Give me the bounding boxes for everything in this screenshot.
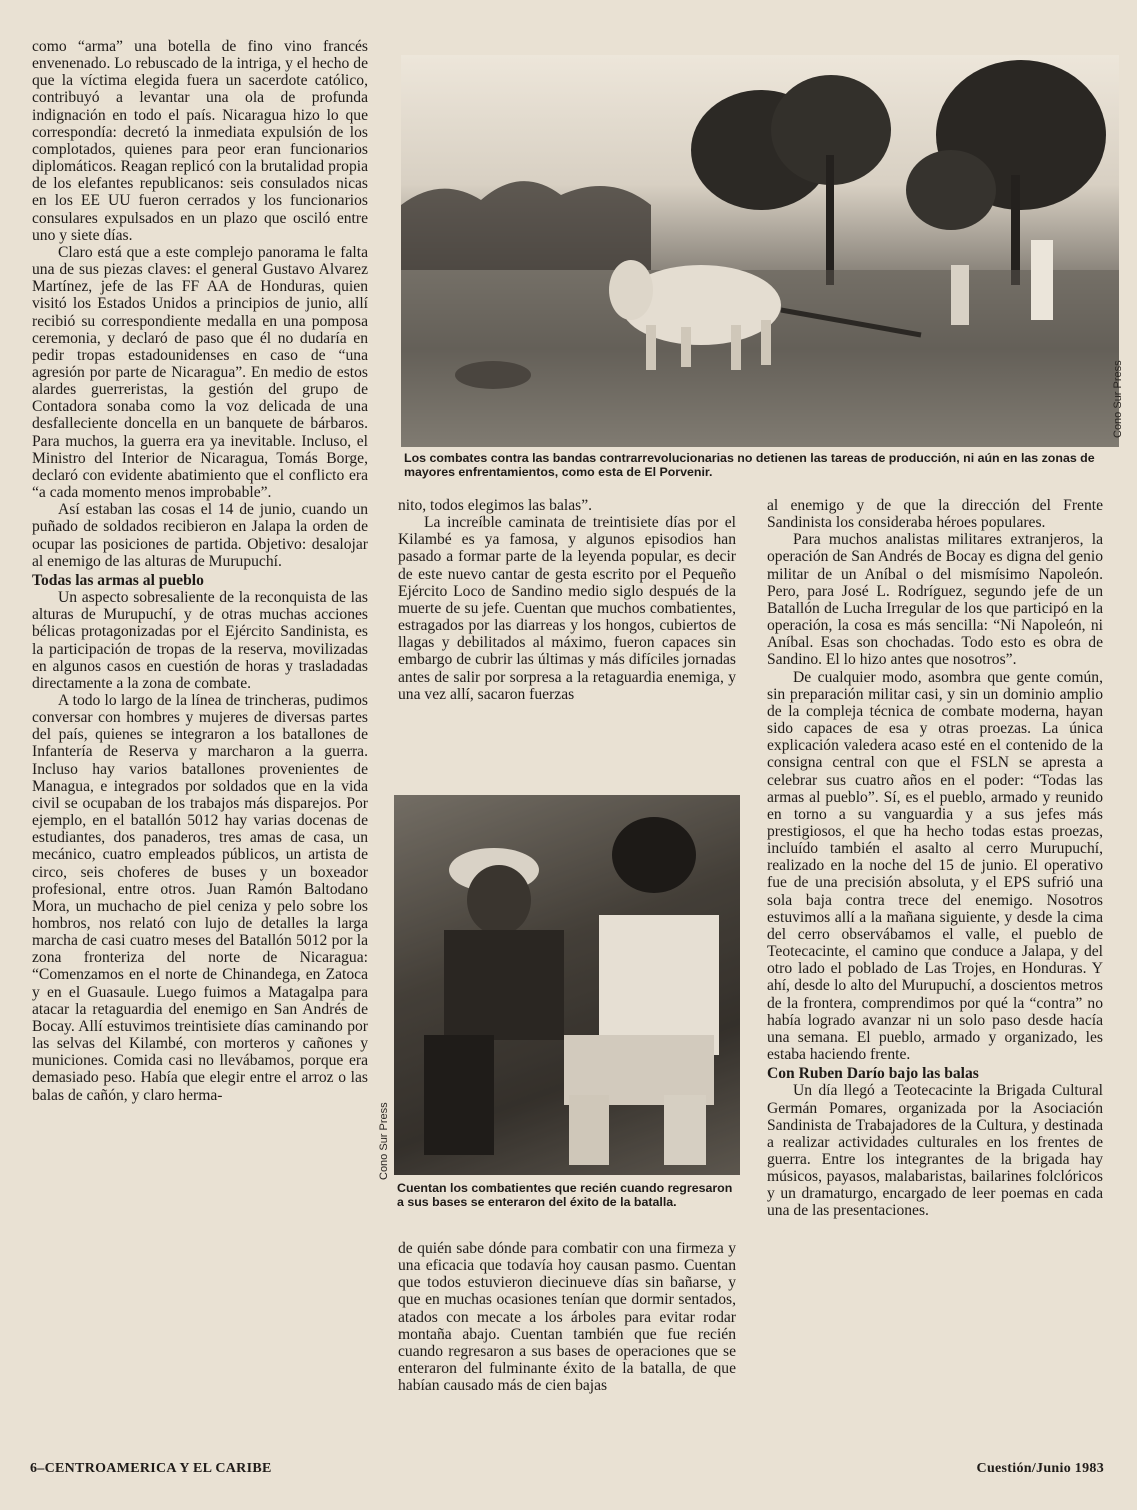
paragraph: La increíble caminata de treintisiete días por el Kilambé es ya famosa, y algunos episodios han pasado a formar parte de la leyenda popular, es decir de este nuevo cantar de gesta escrito por el Pequeño Ejército Loco de Sandino medio siglo después de la muerte de su jefe. Cuentan que muchos combatientes, estragados por las diarreas y los hongos, cubiertos de llagas y debilitados al máximo, fueron capaces sin embargo de cubrir las últimas y más difíciles jornadas antes de salir por sorpresa a la retaguardia enemiga, y una vez allí, sacaron fuerzas <box>398 514 736 703</box>
photo-caption: Los combates contra las bandas contrarrevolucionarias no detienen las tareas de producción, ni aún en las zonas de mayores enfrentamientos, como esta de El Porvenir. <box>404 451 1095 479</box>
paragraph: Así estaban las cosas el 14 de junio, cuando un puñado de soldados recibieron en Jalapa la orden de ocupar las posiciones de partida. Objetivo: desalojar al enemigo de las alturas de Murupuchí. <box>32 501 368 570</box>
photo-credit: Cono Sur Press <box>1112 360 1124 438</box>
photo-oxen-plowing-field <box>401 55 1119 447</box>
page-footer-left: 6–CENTROAMERICA Y EL CARIBE <box>30 1461 272 1476</box>
article-column-3 <box>398 1240 736 1394</box>
page-footer-right: Cuestión/Junio 1983 <box>976 1461 1104 1476</box>
paragraph: nito, todos elegimos las balas”. <box>398 497 593 514</box>
photo-caption: Cuentan los combatientes que recién cuando regresaron a sus bases se enteraron del éxito de la batalla. <box>397 1181 733 1209</box>
article-column-2 <box>398 497 736 703</box>
section-heading: Todas las armas al pueblo <box>32 571 204 589</box>
photo-credit: Cono Sur Press <box>378 1102 390 1180</box>
paragraph: De cualquier modo, asombra que gente común, sin preparación militar casi, y sin un dominio amplio de la compleja técnica de combate moderna, hayan sido capaces de esa y otras proezas. La única explicación valedera acaso esté en el contenido de la consigna central con que el FSLN se apresta a celebrar sus cuatro años en el poder: “Todas las armas al pueblo”. Sí, es el pueblo, armado y reunido en torno a su vanguardia y a sus jefes más prestigiosos, el que ha hecho todas estas proezas, incluído también el asalto al cerro Murupuchí, realizado en la noche del 15 de junio. El operativo fue de una precisión absoluta, y el EPS sufrió una sola baja contra trece del enemigo. Nosotros estuvimos allí a la mañana siguiente, y desde la cima del cerro observábamos el valle, el pueblo de Teotecacinte, el camino que conduce a Jalapa, y del otro lado el poblado de Las Trojes, en Honduras. Y ahí, desde lo alto del Murupuchí, a doscientos metros de la frontera, comprendimos por qué la “contra” no había logrado avanzar ni un solo paso desde hacía una semana. El pueblo, armado y organizado, les estaba haciendo frente. <box>767 668 1103 1063</box>
article-column-1 <box>32 38 368 1104</box>
paragraph: como “arma” una botella de fino vino francés envenenado. Lo rebuscado de la intriga, y el hecho de que la víctima elegida fuera un sacerdote católico, contribuyó a levantar una ola de profunda indignación en todo el país. Nicaragua hizo lo que correspondía: decretó la inmediata expulsión de los complotados, quienes para peor eran funcionarios diplomáticos. Reagan replicó con la brutalidad propia de los elefantes republicanos: seis consulados nicas en los EE UU fueron cerrados y los funcionarios consulares expulsados en un plazo que osciló entre uno y siete días. <box>32 38 368 244</box>
photo-two-men-seated <box>394 795 740 1175</box>
paragraph: Un aspecto sobresaliente de la reconquista de las alturas de Murupuchí, y de otras muchas acciones bélicas protagonizadas por el Ejército Sandinista, es la participación de tropas de la reserva, movilizadas en algunos casos en cuestión de horas y trasladadas directamente a la zona de combate. <box>32 589 368 692</box>
section-heading: Con Ruben Darío bajo las balas <box>767 1065 979 1083</box>
paragraph: A todo lo largo de la línea de trincheras, pudimos conversar con hombres y mujeres de diversas partes del país, quienes se integraron a los batallones de Infantería de Reserva y marcharon a la guerra. Incluso hay varios batallones provenientes de Managua, e integrados por soldados que en la vida civil se ocupaban de los trabajos más disparejos. Por ejemplo, en el batallón 5012 hay varias docenas de estudiantes, dos panaderos, tres amas de casa, un mecánico, cuatro empleados públicos, un artista de circo, seis choferes de buses y un boxeador profesional, entre otros. Juan Ramón Baltodano Mora, un muchacho de piel ceniza y pelo sobre los hombros, nos relató con lujo de detalles la larga marcha de casi cuatro meses del Batallón 5012 por la zona fronteriza del norte de Nicaragua: “Comenzamos en el norte de Chinandega, en Zatoca y en el Guasaule. Luego fuimos a Matagalpa para atacar la retaguardia del enemigo en San Andrés de Bocay. Allí estuvimos treintisiete días caminando por las selvas del Kilambé, con morteros y cañones y municiones. Comida casi no llevábamos, porque era demasiado peso. Había que elegir entre el arroz o las balas de cañón, y claro herma- <box>32 691 368 1104</box>
photo-illustration <box>401 55 1119 447</box>
photo-illustration <box>394 795 740 1175</box>
paragraph: Para muchos analistas militares extranjeros, la operación de San Andrés de Bocay es digna del genio militar de un Aníbal o del mismísimo Napoleón. Pero, para José L. Rodríguez, segundo jefe de un Batallón de Lucha Irregular de los que participó en la operación, la cosa es más sencilla: “Ni Napoleón, ni Aníbal. Esas son chochadas. Todo esto es obra de Sandino. El lo hizo antes que nosotros”. <box>767 531 1103 669</box>
article-column-4 <box>767 497 1103 1220</box>
paragraph: al enemigo y de que la dirección del Frente Sandinista los consideraba héroes populares. <box>767 497 1103 532</box>
paragraph: Un día llegó a Teotecacinte la Brigada Cultural Germán Pomares, organizada por la Asociación Sandinista de Trabajadores de la Cultura, y destinada a realizar actividades culturales en los frentes de guerra. Entre los integrantes de la brigada hay músicos, payasos, malabaristas, bailarines folclóricos y un dramaturgo, encargado de leer poemas en cada una de las presentaciones. <box>767 1082 1103 1220</box>
paragraph: Claro está que a este complejo panorama le falta una de sus piezas claves: el general Gustavo Alvarez Martínez, jefe de las FF AA de Honduras, quien visitó los Estados Unidos a principios de junio, allí recibió su correspondiente medalla en una pomposa ceremonia, y declaró de paso que él no dudaría en pedir tropas estadounidenses en caso de “una agresión por parte de Nicaragua”. En medio de estos alardes guerreristas, la gestión del grupo de Contadora sonaba como la voz delicada de una desfalleciente doncella en un banquete de bárbaros. Para muchos, la guerra era ya inevitable. Incluso, el Ministro del Interior de Nicaragua, Tomás Borge, declaró con evidente abatimiento que el conflicto era “a cada momento menos improbable”. <box>32 243 368 502</box>
paragraph: de quién sabe dónde para combatir con una firmeza y una eficacia que todavía hoy causan pasmo. Cuentan que todos estuvieron diecinueve días sin bañarse, y que en muchas ocasiones tenían que dormir sentados, atados con mecate a los árboles para evitar rodar montaña abajo. Cuentan también que fue recién cuando regresaron a sus bases de operaciones que se enteraron del fulminante éxito de la batalla, de que habían causado más de cien bajas <box>398 1240 736 1395</box>
